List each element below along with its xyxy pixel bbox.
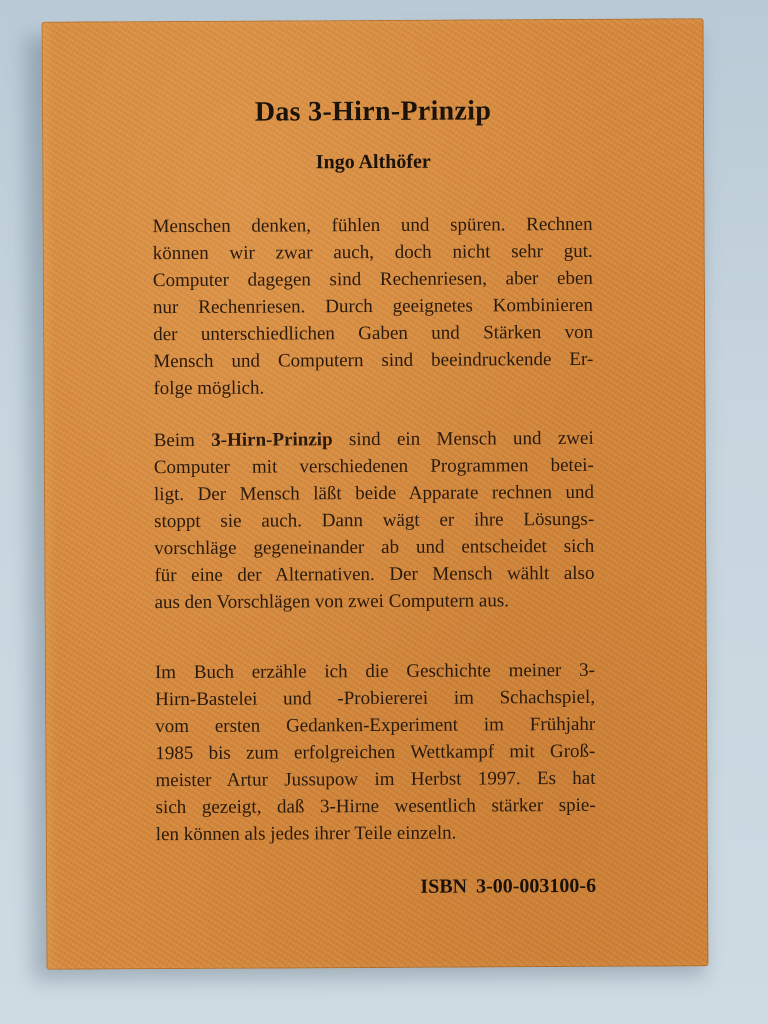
blurb-paragraph-2 bbox=[154, 425, 595, 616]
text-line: Mensch und Computern sind beeindruckende Er- bbox=[153, 348, 594, 373]
text-line: vorschläge gegeneinander ab und entscheidet sich bbox=[154, 535, 595, 560]
text-line: aus den Vorschlägen von zwei Computern aus. bbox=[154, 590, 510, 614]
text-line: können wir zwar auch, doch nicht sehr gut. bbox=[152, 240, 593, 265]
text-line: der unterschiedlichen Gaben und Stärken von bbox=[153, 321, 594, 346]
text-line: Hirn-Bastelei und -Probiererei im Schachspiel, bbox=[155, 686, 596, 711]
text-line: für eine der Alternativen. Der Mensch wählt also bbox=[154, 562, 595, 587]
text-line: Computer mit verschiedenen Programmen betei- bbox=[153, 454, 594, 479]
text-line: stoppt sie auch. Dann wägt er ihre Lösungs- bbox=[154, 508, 595, 533]
concept-name-bold: 3-Hirn-Prinzip bbox=[211, 429, 333, 451]
text-line: Im Buch erzähle ich die Geschichte meiner 3- bbox=[154, 659, 595, 684]
book-author: Ingo Althöfer bbox=[315, 150, 431, 174]
text-line: 1985 bis zum erfolgreichen Wettkampf mit Groß- bbox=[155, 740, 596, 765]
text-line: Menschen denken, fühlen und spüren. Rechnen bbox=[152, 213, 593, 238]
blurb-paragraph-3 bbox=[155, 657, 596, 848]
text-line: vom ersten Gedanken-Experiment im Frühjahr bbox=[155, 713, 596, 738]
isbn-number: ISBN 3-00-003100-6 bbox=[420, 874, 597, 898]
blurb-paragraph-1 bbox=[153, 211, 594, 402]
text-fragment: sind ein Mensch und zwei bbox=[332, 427, 594, 451]
text-line bbox=[154, 425, 594, 454]
book-title: Das 3-Hirn-Prinzip bbox=[254, 95, 492, 128]
text-line: len können als jedes ihrer Teile einzeln. bbox=[155, 822, 457, 846]
text-line: sich gezeigt, daß 3-Hirne wesentlich stärker spie- bbox=[155, 794, 596, 819]
text-line: Computer dagegen sind Rechenriesen, aber eben bbox=[152, 267, 593, 292]
text-line: ligt. Der Mensch läßt beide Apparate rechnen und bbox=[153, 481, 595, 506]
text-line: nur Rechenriesen. Durch geeignetes Kombinieren bbox=[152, 294, 594, 319]
book-back-cover bbox=[42, 18, 709, 969]
text-line: meister Artur Jussupow im Herbst 1997. Es hat bbox=[155, 767, 596, 792]
text-fragment: Beim bbox=[153, 429, 212, 452]
text-line: folge möglich. bbox=[153, 377, 265, 400]
